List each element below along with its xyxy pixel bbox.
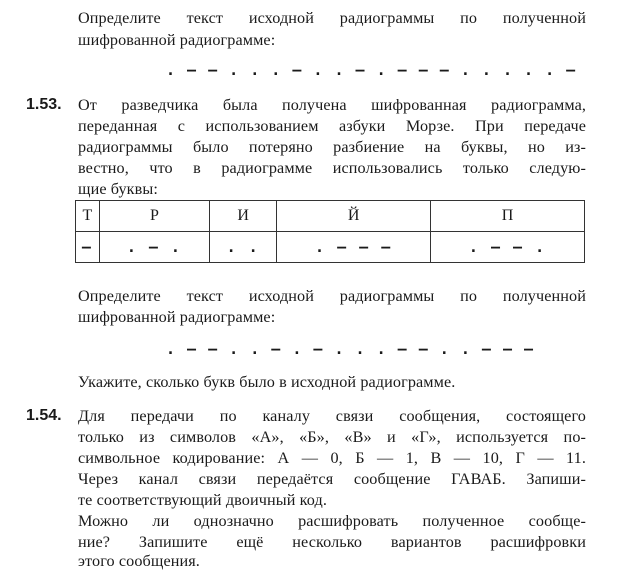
problem-1-54-line-5: те соответствующий двоичный код. (78, 491, 327, 509)
table-cell-letter: П (431, 201, 585, 232)
table-cell-letter: Р (99, 201, 209, 232)
table-cell-code: . – – . (431, 232, 585, 263)
table-cell-code: . . (210, 232, 277, 263)
table-cell-code: – (76, 232, 100, 263)
problem-1-53-morse-code: . – – . . – . – . . . – – . . – – – (166, 340, 535, 358)
problem-1-54-line-7: ние? Запишите ещё несколько вариантов расшифровки (78, 533, 586, 551)
problem-1-53-after-line-1: Определите текст исходной радиограммы по полученной (78, 287, 586, 305)
table-cell-code: . – – – (277, 232, 431, 263)
problem-1-54-line-4: Через канал связи передаётся сообщение ГАВАБ. Запиши- (78, 470, 586, 488)
problem-1-54-line-2: только из символов «А», «Б», «В» и «Г», используется по- (78, 428, 586, 446)
problem-1-53-question: Укажите, сколько букв было в исходной радиограмме. (78, 373, 456, 391)
problem-1-54-line-3: символьное кодирование: А — 0, Б — 1, В — 10, Г — 11. (78, 449, 586, 467)
table-cell-code: . – . (99, 232, 209, 263)
top-intro-line-1: Определите текст исходной радиограммы по полученной (78, 9, 586, 27)
morse-code-table (75, 200, 585, 263)
problem-1-54-line-6: Можно ли однозначно расшифровать полученное сообще- (78, 512, 586, 530)
table-row-letters (76, 201, 585, 232)
problem-1-54-line-8: этого сообщения. (78, 552, 200, 570)
table-cell-letter: И (210, 201, 277, 232)
top-intro-line-2: шифрованной радиограмме: (78, 31, 276, 49)
problem-1-53-line-3: радиограммы было потеряно разбиение на буквы, но из- (78, 138, 586, 156)
problem-number-1-54: 1.54. (26, 407, 62, 424)
top-morse-code: . – – . . . – . . – . – – – . . . . . – (166, 61, 577, 79)
problem-1-53-line-2: переданная с использованием азбуки Морзе. При передаче (78, 117, 586, 135)
problem-1-54-line-1: Для передачи по каналу связи сообщения, состоящего (78, 407, 586, 425)
table-cell-letter: Т (76, 201, 100, 232)
problem-1-53-line-5: щие буквы: (78, 180, 158, 198)
problem-1-53-line-1: От разведчика была получена шифрованная радиограмма, (78, 96, 586, 114)
table-row-codes (76, 232, 585, 263)
table-cell-letter: Й (277, 201, 431, 232)
problem-1-53-line-4: вестно, что в радиограмме использовались только следую- (78, 159, 586, 177)
problem-1-53-after-line-2: шифрованной радиограмме: (78, 308, 276, 326)
problem-number-1-53: 1.53. (26, 96, 62, 113)
